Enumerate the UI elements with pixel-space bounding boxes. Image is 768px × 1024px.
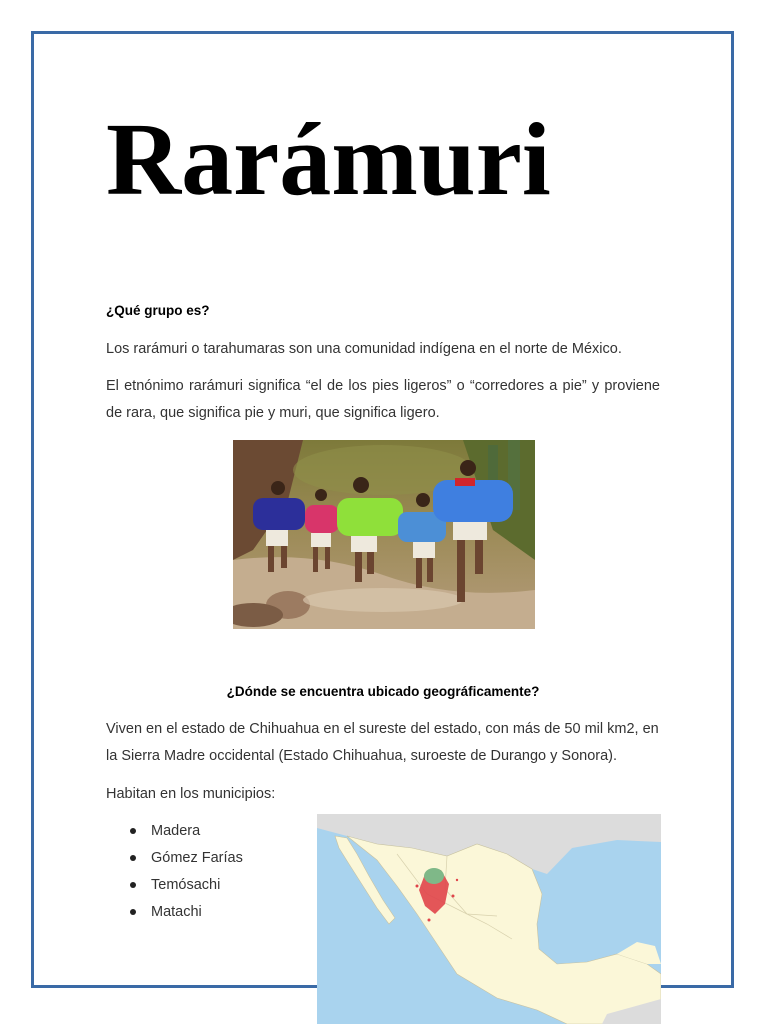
paragraph-ubicacion: Viven en el estado de Chihuahua en el sureste del estado, con más de 50 mil km2, en la Sierra Madre occidental (Estado Chihuahua, suroeste de Durango y Sonora). — [106, 721, 659, 764]
bullet-icon — [130, 882, 136, 888]
bullet-icon — [130, 828, 136, 834]
bullet-icon — [130, 909, 136, 915]
section-heading-ubicacion: ¿Dónde se encuentra ubicado geográficamente? — [226, 684, 540, 699]
mexico-map — [317, 814, 661, 1024]
list-item — [127, 818, 243, 845]
municipality-name: Matachi — [151, 904, 202, 920]
municipality-name: Temósachi — [151, 877, 221, 893]
list-item — [127, 899, 243, 926]
runners-photo-illustration — [233, 440, 535, 629]
section-heading-que-grupo: ¿Qué grupo es? — [106, 303, 210, 318]
mexico-map-illustration — [317, 814, 661, 1024]
bullet-icon — [130, 855, 136, 861]
paragraph-intro: Los rarámuri o tarahumaras son una comunidad indígena en el norte de México. — [106, 341, 622, 357]
municipalities-list — [127, 818, 243, 926]
list-item — [127, 872, 243, 899]
municipality-name: Gómez Farías — [151, 850, 243, 866]
paragraph-municipios-intro: Habitan en los municipios: — [106, 786, 276, 802]
municipality-name: Madera — [151, 823, 201, 839]
paragraph-etnonimo: El etnónimo rarámuri significa “el de los pies ligeros” o “corredores a pie” y proviene de rara, que significa pie y muri, que significa ligero. — [106, 378, 660, 421]
runners-photo — [233, 440, 535, 629]
list-item — [127, 845, 243, 872]
document-title: Rarámuri — [106, 102, 551, 217]
